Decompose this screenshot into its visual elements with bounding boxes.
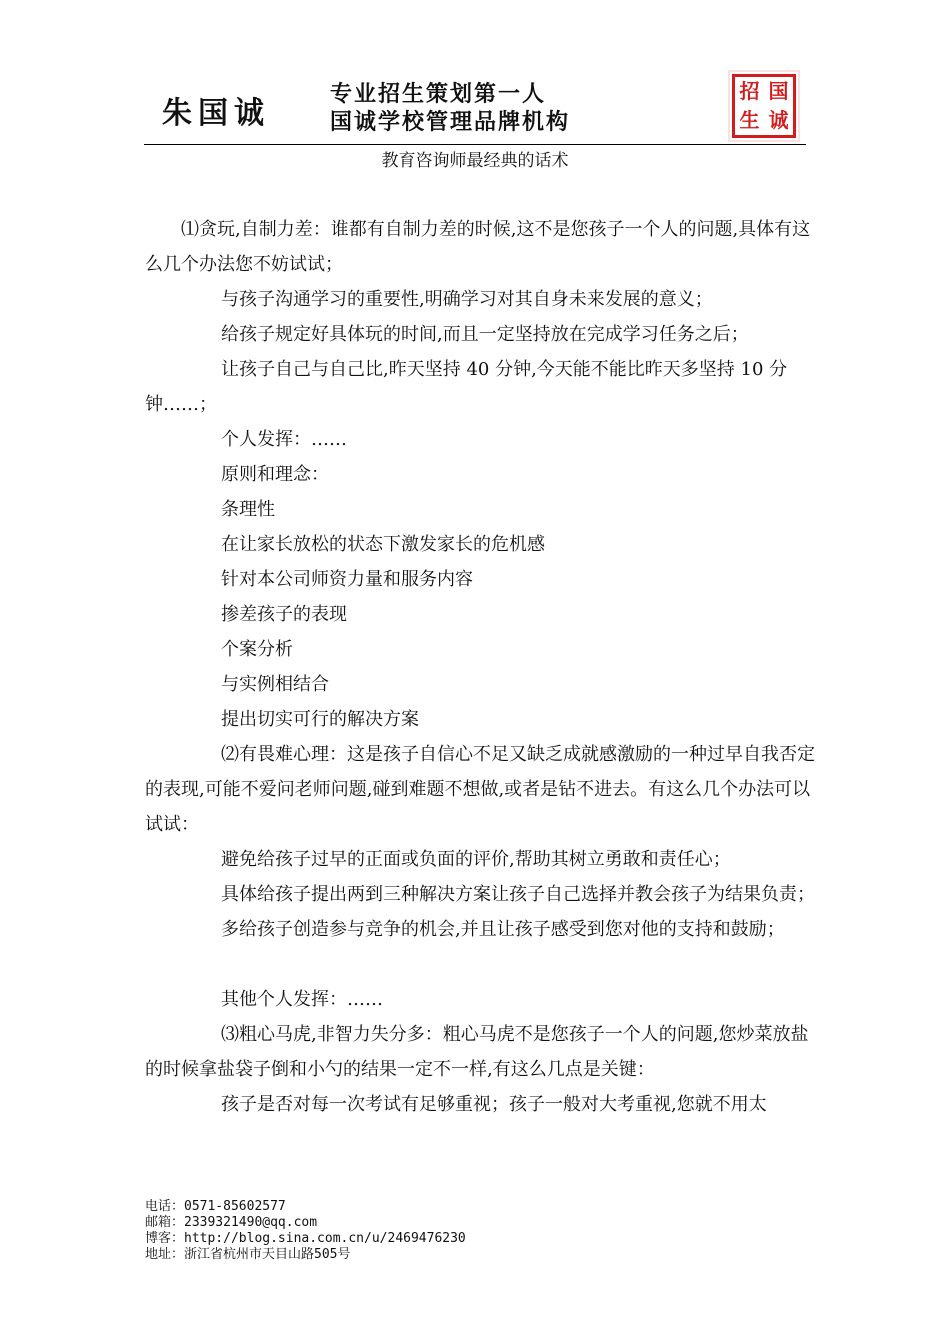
paragraph: 提出切实可行的解决方案 — [221, 709, 419, 730]
paragraph: 与孩子沟通学习的重要性,明确学习对其自身未来发展的意义； — [221, 289, 713, 310]
footer-address: 地址：浙江省杭州市天目山路505号 — [145, 1247, 351, 1262]
paragraph: 给孩子规定好具体玩的时间,而且一定坚持放在完成学习任务之后； — [221, 324, 749, 345]
seal-logo — [732, 74, 796, 138]
paragraph: 原则和理念： — [221, 464, 329, 485]
seal-char: 生 — [739, 108, 760, 132]
paragraph: 针对本公司师资力量和服务内容 — [221, 569, 473, 590]
paragraph: ⑵有畏难心理：这是孩子自信心不足又缺乏成就感激励的一种过早自我否定的表现,可能不爱问老师问题,碰到难题不想做,或者是钻不进去。有这么几个办法可以试试： — [145, 744, 815, 835]
document-title: 教育咨询师最经典的话术 — [381, 151, 569, 171]
paragraph: 多给孩子创造参与竞争的机会,并且让孩子感受到您对他的支持和鼓励； — [221, 919, 785, 940]
paragraph: 孩子是否对每一次考试有足够重视；孩子一般对大考重视,您就不用太 — [221, 1094, 767, 1115]
header-divider — [144, 144, 806, 145]
document-body — [145, 212, 815, 1122]
paragraph: 让孩子自己与自己比,昨天坚持 40 分钟,今天能不能比昨天多坚持 10 分钟……； — [145, 359, 788, 415]
paragraph: 个人发挥：…… — [221, 429, 347, 450]
seal-char: 诚 — [768, 108, 789, 132]
seal-char: 招 — [739, 79, 760, 103]
paragraph: ⑴贪玩,自制力差：谁都有自制力差的时候,这不是您孩子一个人的问题,具体有这么几个办法您不妨试试； — [145, 219, 811, 275]
slogan-line-1: 专业招生策划第一人 — [330, 81, 547, 107]
paragraph: 避免给孩子过早的正面或负面的评价,帮助其树立勇敢和责任心； — [221, 849, 731, 870]
footer-email: 邮箱：2339321490@qq.com — [145, 1215, 318, 1230]
paragraph: 个案分析 — [221, 639, 293, 660]
slogan-line-2: 国诚学校管理品牌机构 — [330, 109, 571, 135]
paragraph: 其他个人发挥：…… — [221, 989, 383, 1010]
blank-line — [145, 947, 815, 982]
logo-text: 朱国诚 — [162, 96, 270, 131]
paragraph: 掺差孩子的表现 — [221, 604, 347, 625]
paragraph: ⑶粗心马虎,非智力失分多：粗心马虎不是您孩子一个人的问题,您炒菜放盐的时候拿盐袋子倒和小勺的结果一定不一样,有这么几点是关键： — [145, 1024, 809, 1080]
paragraph: 具体给孩子提出两到三种解决方案让孩子自己选择并教会孩子为结果负责； — [221, 884, 815, 905]
paragraph: 在让家长放松的状态下激发家长的危机感 — [221, 534, 545, 555]
footer-phone: 电话：0571-85602577 — [145, 1199, 286, 1214]
paragraph: 条理性 — [221, 499, 275, 520]
footer-blog: 博客：http://blog.sina.com.cn/u/2469476230 — [145, 1231, 466, 1246]
page-header — [0, 0, 950, 150]
paragraph: 与实例相结合 — [221, 674, 329, 695]
seal-char: 国 — [768, 79, 789, 103]
header-slogan — [330, 80, 570, 136]
page-footer — [145, 1199, 466, 1263]
